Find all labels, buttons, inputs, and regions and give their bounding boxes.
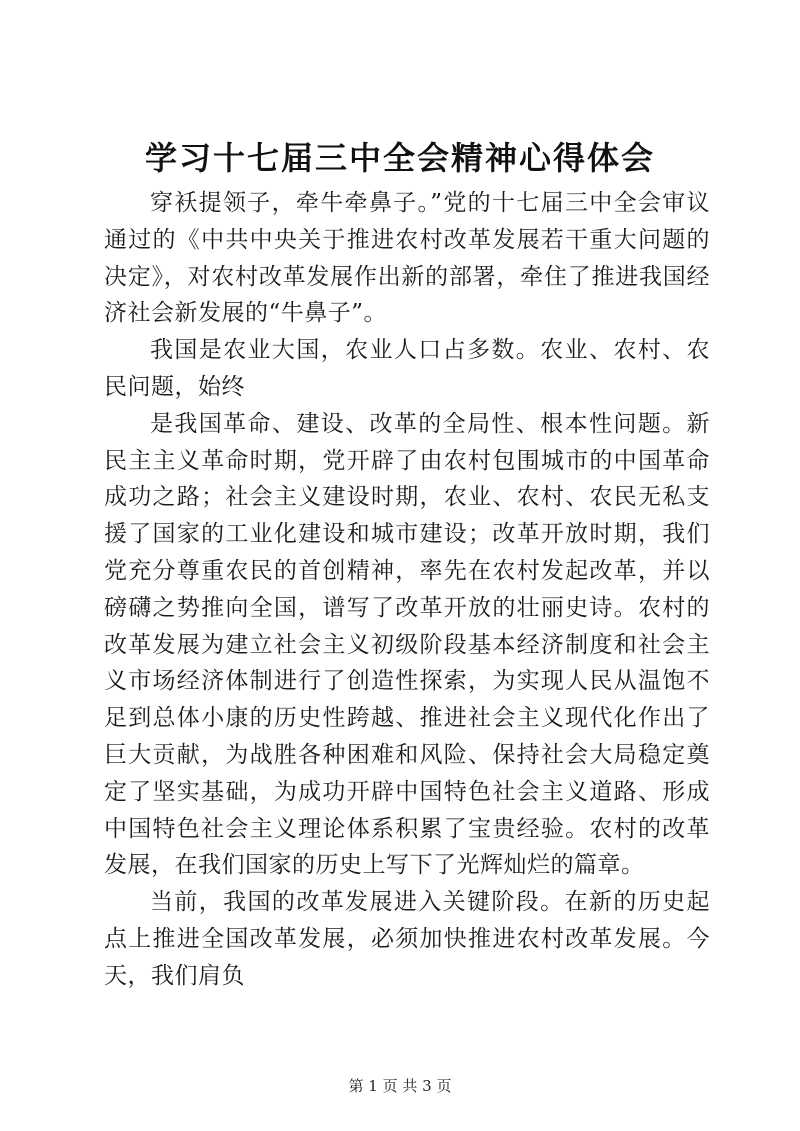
paragraph: 当前，我国的改革发展进入关键阶段。在新的历史起点上推进全国改革发展，必须加快推进农村改革发展。今天，我们肩负 (104, 889, 710, 989)
page-footer: 第 1 页 共 3 页 (348, 1077, 452, 1095)
paragraph: 穿袄提领子，牵牛牵鼻子。”党的十七届三中全会审议通过的《中共中央关于推进农村改革发展若干重大问题的决定》，对农村改革发展作出新的部署，牵住了推进我国经济社会新发展的“牛鼻子”。 (104, 190, 710, 327)
paragraph: 我国是农业大国，农业人口占多数。农业、农村、农民问题，始终 (104, 337, 710, 400)
document-title: 学习十七届三中全会精神心得体会 (144, 139, 655, 177)
document-body (104, 185, 710, 995)
paragraph: 是我国革命、建设、改革的全局性、根本性问题。新民主主义革命时期，党开辟了由农村包围城市的中国革命成功之路；社会主义建设时期，农业、农村、农民无私支援了国家的工业化建设和城市建设；改革开放时期，我们党充分尊重农民的首创精神，率先在农村发起改革，并以磅礴之势推向全国，谱写了改革开放的壮丽史诗。农村的改革发展为建立社会主义初级阶段基本经济制度和社会主义市场经济体制进行了创造性探索，为实现人民从温饱不足到总体小康的历史性跨越、推进社会主义现代化作出了巨大贡献，为战胜各种困难和风险、保持社会大局稳定奠定了坚实基础，为成功开辟中国特色社会主义道路、形成中国特色社会主义理论体系积累了宝贵经验。农村的改革发展，在我们国家的历史上写下了光辉灿烂的篇章。 (104, 410, 710, 879)
